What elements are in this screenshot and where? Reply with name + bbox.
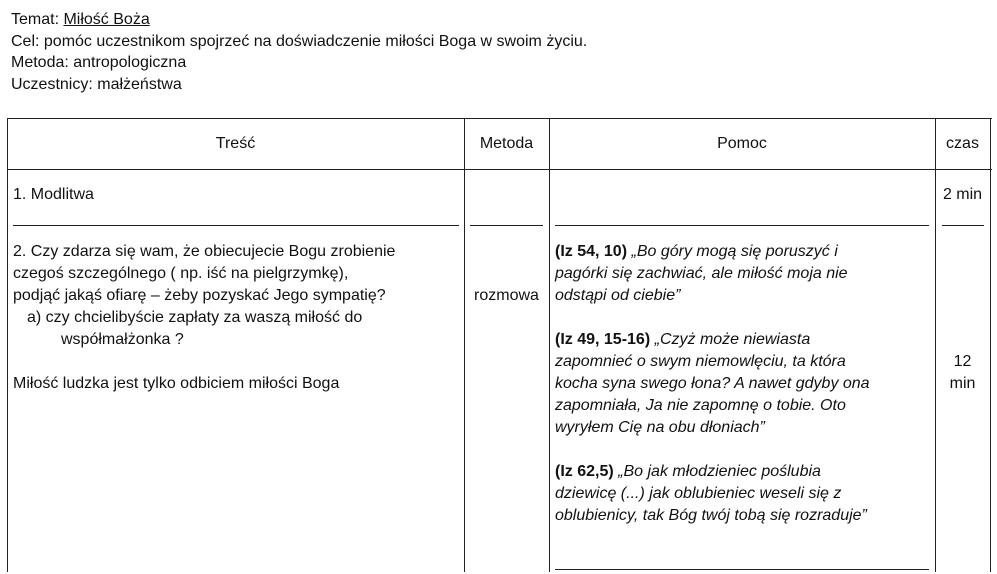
row2-sub-a-line-1: a) czy chcielibyście zapłaty za waszą miłość do (27, 309, 363, 326)
temat-value: Miłość Boża (63, 11, 150, 28)
quote-line: „Bo góry mogą się poruszyć i (631, 243, 838, 260)
uczestnicy-line: Uczestnicy: małżeństwa (11, 75, 182, 93)
quote-iz-49 (555, 329, 870, 439)
quote-line: pagórki się zachwiać, ale miłość moja nie (555, 265, 848, 282)
row2-czas-value: 12 (953, 353, 972, 370)
row2-czas (935, 351, 990, 395)
quote-ref: (Iz 62,5) (555, 463, 614, 480)
quote-line: zapomnieć o swym niemowlęciu, ta która (555, 353, 846, 370)
row2-question-line-2: czegoś szczególnego ( np. iść na pielgrzymkę), (13, 265, 349, 282)
header-pomoc: Pomoc (717, 135, 767, 152)
row2-question-line-1: 2. Czy zdarza się wam, że obiecujecie Bogu zrobienie (13, 243, 396, 260)
row2-tresc (13, 241, 395, 395)
table-right-border (990, 118, 991, 572)
row-separator-tresc (13, 225, 459, 226)
row2-question-line-3: podjąć jakąś ofiarę – żeby pozyskać Jego sympatię? (13, 287, 386, 304)
row2-metoda: rozmowa (474, 287, 539, 304)
quote-ref: (Iz 54, 10) (555, 243, 628, 260)
quote-line: kocha syna swego łona? A nawet gdyby ona (555, 375, 870, 392)
quote-line: „Bo jak młodzieniec poślubia (618, 463, 821, 480)
quote-iz-62 (555, 461, 870, 527)
row-separator-pomoc (555, 225, 929, 226)
cel-line: Cel: pomóc uczestnikom spojrzeć na doświadczenie miłości Boga w swoim życiu. (11, 32, 588, 50)
metoda-line: Metoda: antropologiczna (11, 54, 187, 71)
column-divider-2 (549, 118, 550, 572)
row2-summary: Miłość ludzka jest tylko odbiciem miłości Boga (13, 375, 340, 392)
quote-ref: (Iz 49, 15-16) (555, 331, 651, 348)
quote-line: oblubienicy, tak Bóg twój tobą się rozraduje” (555, 507, 867, 524)
lesson-plan-table (7, 118, 992, 572)
column-divider-1 (464, 118, 465, 572)
lesson-header (11, 9, 587, 95)
row1-czas: 2 min (942, 186, 983, 203)
quote-line: „Czyż może niewiasta (654, 331, 811, 348)
row-separator-czas (942, 225, 984, 226)
temat-label: Temat: (11, 11, 60, 28)
quote-line: wyryłem Cię na obu dłoniach” (555, 419, 765, 436)
row-separator-metoda (470, 225, 543, 226)
quote-iz-54 (555, 241, 870, 307)
temat-line (11, 9, 587, 31)
row1-tresc: 1. Modlitwa (13, 186, 94, 203)
table-left-border (7, 118, 8, 572)
row2-pomoc (555, 241, 870, 527)
header-metoda: Metoda (479, 135, 534, 152)
header-tresc: Treść (215, 135, 256, 152)
row2-czas-unit: min (949, 375, 976, 392)
header-czas: czas (946, 135, 979, 152)
pomoc-bottom-border (555, 569, 929, 570)
quote-line: odstąpi od ciebie” (555, 287, 681, 304)
row2-sub-a-line-2: współmałżonka ? (61, 331, 184, 348)
quote-line: zapomniała, Ja nie zapomnę o tobie. Oto (555, 397, 846, 414)
quote-line: dziewicę (...) jak oblubieniec weseli się z (555, 485, 842, 502)
